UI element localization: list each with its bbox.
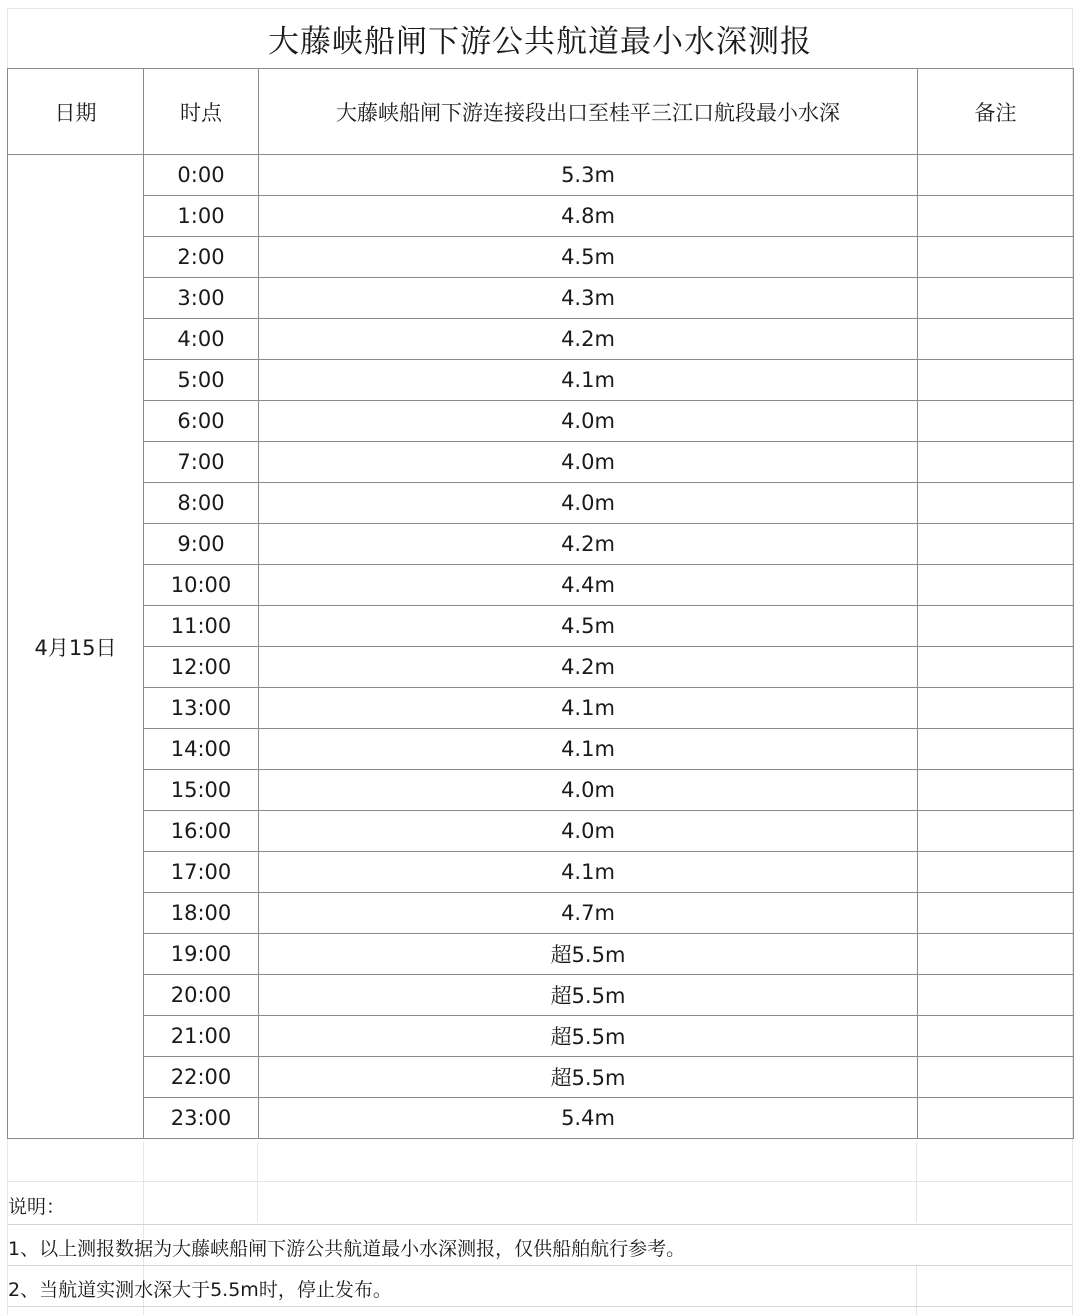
note-cell <box>918 647 1074 688</box>
grid-line <box>916 1265 917 1315</box>
table-row <box>8 360 1074 401</box>
note-cell <box>918 811 1074 852</box>
table-row <box>8 770 1074 811</box>
note-cell <box>918 1016 1074 1057</box>
table-row <box>8 729 1074 770</box>
depth-cell: 超5.5m <box>259 1057 918 1098</box>
grid-line <box>916 1142 917 1222</box>
table-row <box>8 811 1074 852</box>
divider <box>7 1224 1073 1225</box>
depth-cell: 4.0m <box>259 483 918 524</box>
depth-cell: 超5.5m <box>259 975 918 1016</box>
time-cell: 5:00 <box>144 360 259 401</box>
time-cell: 22:00 <box>144 1057 259 1098</box>
time-cell: 18:00 <box>144 893 259 934</box>
time-cell: 10:00 <box>144 565 259 606</box>
time-cell: 17:00 <box>144 852 259 893</box>
note-cell <box>918 565 1074 606</box>
table-row <box>8 975 1074 1016</box>
note-cell <box>918 483 1074 524</box>
depth-table <box>7 68 1074 1139</box>
depth-cell: 4.2m <box>259 647 918 688</box>
depth-cell: 4.1m <box>259 360 918 401</box>
depth-cell: 4.1m <box>259 729 918 770</box>
depth-cell: 4.5m <box>259 606 918 647</box>
time-cell: 13:00 <box>144 688 259 729</box>
note-cell <box>918 360 1074 401</box>
divider <box>7 1306 1073 1307</box>
time-cell: 7:00 <box>144 442 259 483</box>
notes-heading: 说明： <box>8 1196 66 1218</box>
time-cell: 14:00 <box>144 729 259 770</box>
note-cell <box>918 524 1074 565</box>
table-row <box>8 1098 1074 1139</box>
header-row <box>8 69 1074 155</box>
note-cell <box>918 975 1074 1016</box>
time-cell: 6:00 <box>144 401 259 442</box>
table-row <box>8 483 1074 524</box>
table-row <box>8 524 1074 565</box>
note-cell <box>918 852 1074 893</box>
depth-cell: 4.0m <box>259 770 918 811</box>
note-cell <box>918 729 1074 770</box>
table-row <box>8 606 1074 647</box>
depth-cell: 4.8m <box>259 196 918 237</box>
table-row <box>8 155 1074 196</box>
table-row <box>8 688 1074 729</box>
depth-cell: 4.3m <box>259 278 918 319</box>
table-row <box>8 442 1074 483</box>
note-cell <box>918 688 1074 729</box>
table-row <box>8 1057 1074 1098</box>
table-row <box>8 196 1074 237</box>
date-cell: 4月15日 <box>8 155 144 1139</box>
time-cell: 4:00 <box>144 319 259 360</box>
time-cell: 23:00 <box>144 1098 259 1139</box>
depth-cell: 5.3m <box>259 155 918 196</box>
note-cell <box>918 770 1074 811</box>
divider <box>7 1265 1073 1266</box>
depth-cell: 4.7m <box>259 893 918 934</box>
note-line-1: 1、以上测报数据为大藤峡船闸下游公共航道最小水深测报，仅供船舶航行参考。 <box>8 1238 686 1260</box>
note-cell <box>918 442 1074 483</box>
report-title: 大藤峡船闸下游公共航道最小水深测报 <box>268 23 812 60</box>
header-depth: 大藤峡船闸下游连接段出口至桂平三江口航段最小水深 <box>259 69 918 155</box>
time-cell: 1:00 <box>144 196 259 237</box>
table-row <box>8 565 1074 606</box>
table-row <box>8 401 1074 442</box>
depth-cell: 4.5m <box>259 237 918 278</box>
note-line-2: 2、当航道实测水深大于5.5m时，停止发布。 <box>8 1279 392 1301</box>
note-cell <box>918 196 1074 237</box>
grid-line <box>257 1142 258 1222</box>
depth-cell: 4.1m <box>259 688 918 729</box>
table-row <box>8 893 1074 934</box>
table-row <box>8 647 1074 688</box>
time-cell: 20:00 <box>144 975 259 1016</box>
note-cell <box>918 278 1074 319</box>
depth-cell: 4.2m <box>259 524 918 565</box>
table-row <box>8 852 1074 893</box>
header-date: 日期 <box>8 69 144 155</box>
note-cell <box>918 606 1074 647</box>
note-cell <box>918 319 1074 360</box>
time-cell: 3:00 <box>144 278 259 319</box>
depth-cell: 4.0m <box>259 401 918 442</box>
header-time: 时点 <box>144 69 259 155</box>
note-cell <box>918 934 1074 975</box>
time-cell: 21:00 <box>144 1016 259 1057</box>
time-cell: 2:00 <box>144 237 259 278</box>
depth-cell: 4.1m <box>259 852 918 893</box>
time-cell: 9:00 <box>144 524 259 565</box>
table-row <box>8 319 1074 360</box>
time-cell: 16:00 <box>144 811 259 852</box>
time-cell: 0:00 <box>144 155 259 196</box>
depth-cell: 4.0m <box>259 442 918 483</box>
note-cell <box>918 237 1074 278</box>
note-cell <box>918 1098 1074 1139</box>
depth-cell: 5.4m <box>259 1098 918 1139</box>
table-row <box>8 934 1074 975</box>
note-cell <box>918 1057 1074 1098</box>
table-row <box>8 237 1074 278</box>
table-row <box>8 278 1074 319</box>
depth-cell: 4.4m <box>259 565 918 606</box>
depth-cell: 超5.5m <box>259 1016 918 1057</box>
depth-cell: 4.0m <box>259 811 918 852</box>
time-cell: 11:00 <box>144 606 259 647</box>
time-cell: 15:00 <box>144 770 259 811</box>
note-cell <box>918 155 1074 196</box>
grid-line <box>7 1181 1073 1182</box>
time-cell: 19:00 <box>144 934 259 975</box>
table-row <box>8 1016 1074 1057</box>
depth-cell: 4.2m <box>259 319 918 360</box>
time-cell: 8:00 <box>144 483 259 524</box>
depth-cell: 超5.5m <box>259 934 918 975</box>
note-cell <box>918 401 1074 442</box>
header-note: 备注 <box>918 69 1074 155</box>
time-cell: 12:00 <box>144 647 259 688</box>
note-cell <box>918 893 1074 934</box>
